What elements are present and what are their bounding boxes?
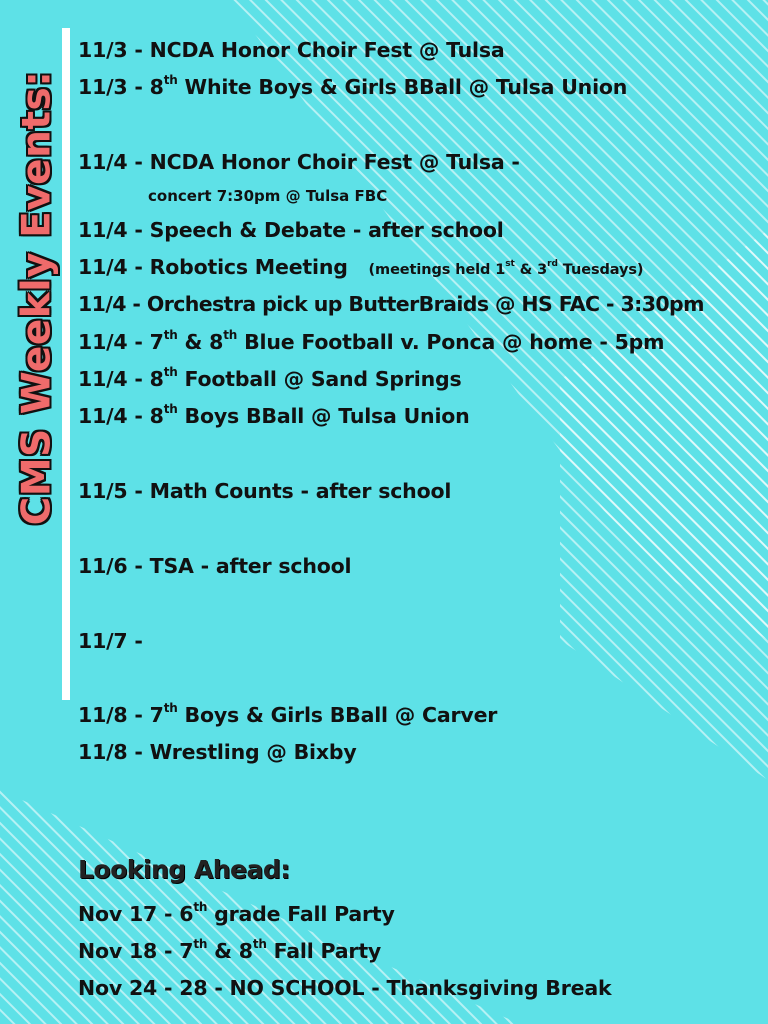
looking-ahead-item: Nov 24 - 28 - NO SCHOOL - Thanksgiving Break [78,976,612,1000]
event-note: (meetings held 1st & 3rd Tuesdays) [368,259,644,278]
event-item: 11/4 - 8th Football @ Sand Springs [78,365,462,391]
page-title: CMS Weekly Events: [14,70,60,526]
vertical-divider [62,28,70,700]
looking-ahead-item: Nov 17 - 6th grade Fall Party [78,900,395,926]
event-subline: concert 7:30pm @ Tulsa FBC [148,187,388,205]
event-item: 11/3 - NCDA Honor Choir Fest @ Tulsa [78,38,505,62]
event-item: 11/6 - TSA - after school [78,554,352,578]
event-item: 11/4 - Speech & Debate - after school [78,218,504,242]
event-item: 11/4 - 7th & 8th Blue Football v. Ponca @ home - 5pm [78,328,665,354]
looking-ahead-item: Nov 18 - 7th & 8th Fall Party [78,937,382,963]
event-item: 11/4 - Orchestra pick up ButterBraids @ HS FAC - 3:30pm [78,292,704,316]
looking-ahead-title: Looking Ahead: [78,855,290,884]
event-item: 11/3 - 8th White Boys & Girls BBall @ Tulsa Union [78,73,628,99]
event-item: 11/4 - 8th Boys BBall @ Tulsa Union [78,402,470,428]
event-item: 11/7 - [78,629,143,653]
event-item: 11/4 - NCDA Honor Choir Fest @ Tulsa - [78,150,520,174]
event-item: 11/5 - Math Counts - after school [78,479,452,503]
event-item: 11/8 - Wrestling @ Bixby [78,740,357,764]
event-item: 11/8 - 7th Boys & Girls BBall @ Carver [78,701,498,727]
event-item: 11/4 - Robotics Meeting (meetings held 1st & 3rd Tuesdays) [78,255,644,279]
